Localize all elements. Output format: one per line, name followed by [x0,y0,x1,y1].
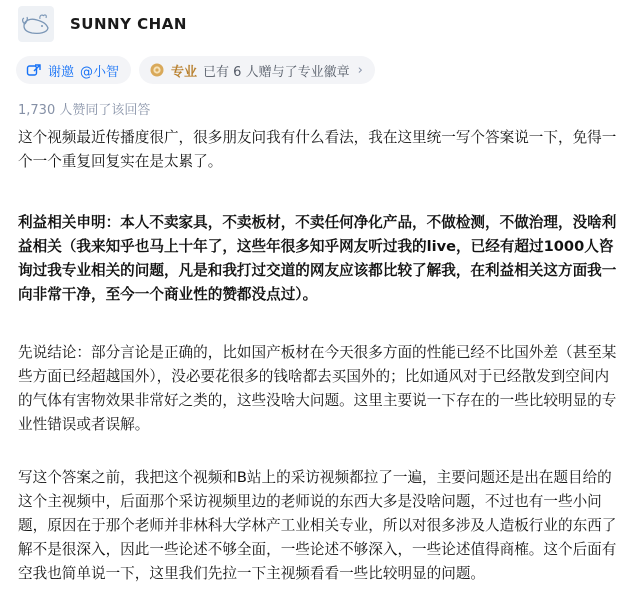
professional-label: 专业 [171,64,198,80]
invite-icon [26,62,42,78]
author-name[interactable]: SUNNY CHAN [70,15,187,33]
answer-paragraph-4: 写这个答案之前，我把这个视频和B站上的采访视频都拉了一遍，主要问题还是出在题目给的这个主视频中，后面那个采访视频里边的老师说的东西大多是没啥问题，不过也有一些小问题，原因在于那个老师并非林科大学林产工业相关专业，所以对很多涉及人造板行业的东西了解不是很深入，因此一些论述不够全面，一些论述不够深入，一些论述值得商榷。这个后面有空我也简单说一下，这里我们先拉一下主视频看看一些比较明显的问题。 [18,469,617,582]
thanks-label: 谢邀 [48,64,75,80]
disclosure-paragraph: 利益相关申明：本人不卖家具，不卖板材，不卖任何净化产品，不做检测，不做治理，没啥利益相关（我来知乎也马上十年了，这些年很多知乎网友听过我的live，已经有超过1000人咨询过我专业相关的问题，凡是和我打过交道的网友应该都比较了解我，在利益相关这方面我一向非常干净，至今一个商业性的赞都没点过）。 [18,214,617,303]
answer-paragraph-1: 这个视频最近传播度很广，很多朋友问我有什么看法，我在这里统一写个答案说一下，免得一个一个重复回复实在是太累了。 [18,129,617,170]
invited-user-handle[interactable]: @小智 [80,64,120,80]
answer-badges [16,56,375,84]
vote-count: 1,730 人赞同了该回答 [18,103,151,118]
author-avatar[interactable] [18,6,54,42]
professional-badge-text: 已有 6 人赠与了专业徽章 [203,64,350,80]
professional-badge[interactable] [139,56,375,84]
answer-author-header [18,4,187,44]
thanks-invite-badge[interactable] [16,56,131,84]
answer-paragraph-3: 先说结论：部分言论是正确的，比如国产板材在今天很多方面的性能已经不比国外差（甚至某些方面已经超越国外），没必要花很多的钱啥都去买国外的；比如通风对于已经散发到空间内的气体有害物效果非常好之类的，这些没啥大问题。这里主要说一下存在的一些比较明显的专业性错误或者误解。 [18,344,617,433]
whale-avatar-icon [21,12,51,36]
medal-icon [149,62,165,78]
chevron-right-icon: › [357,62,363,78]
